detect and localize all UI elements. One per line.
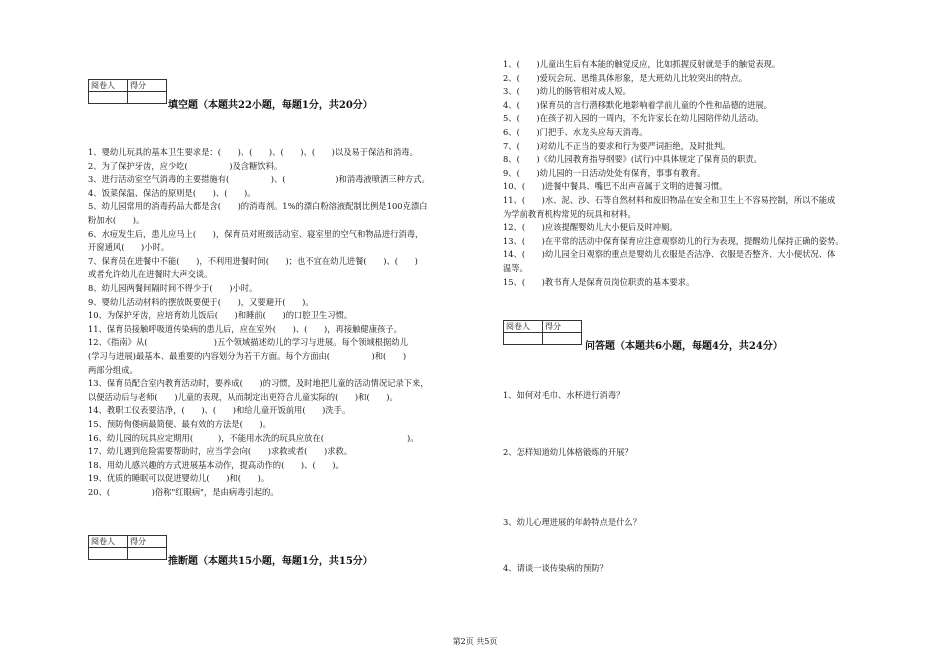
judge-question-line: 15、( )教书育人是保育员岗位职责的基本要求。 [503,276,695,287]
judge-question-line: 14、( )幼儿园全日观察的重点是婴幼儿衣服是否洁净、衣服是否整齐、大小便状况、体 [503,249,836,260]
fill-question-line: 3、进行活动室空气消毒的主要措施有( )、( )和消毒液喷洒三种方式。 [88,174,430,185]
score-box-qa [503,320,582,345]
fill-question-line: 1、婴幼儿玩具的基本卫生要求是：( )、( )、( )、( )以及易于保洁和消毒。 [88,147,418,157]
judge-question-line: 为学前教育机构常见的玩具和材料。 [503,208,636,219]
score-box-judge [88,535,167,560]
fill-question-line: (学习与进展)最基本、最重要的内容划分为若干方面。每个方面由( )和( ) [88,351,407,361]
judge-question-line: 2、( )爱玩会玩、思维具体形象，是大班幼儿比较突出的特点。 [503,72,748,83]
qa-question: 3、幼儿心理进展的年龄特点是什么？ [503,517,642,527]
fill-question-line: 13、保育员配合室内教育活动时，要养成( )的习惯，及时地把儿童的活动情况记录下来， [88,378,429,389]
fill-question-line: 6、水痘发生后，患儿应马上( )，保育员对班级活动室、寝室里的空气和物品进行消毒， [88,228,424,239]
fill-question-line: 16、幼儿园的玩具应定期用( )，不能用水洗的玩具应放在( )。 [88,432,419,443]
reviewer-label: 阅卷人 [504,321,543,333]
fill-question-line: 11、保育员接触呼吸道传染病的患儿后，应在室外( )、( )，再接触健康孩子。 [88,323,402,334]
judge-question-line: 温等。 [503,263,528,273]
judge-question-line: 11、( )水、泥、沙、石等自然材料和废旧物品在安全和卫生上不容易控制，所以不能成 [503,195,836,205]
fill-question-line: 14、教职工仪表要洁净，( )、( )和给儿童开饭前用( )洗手。 [88,405,351,416]
score-cell[interactable] [128,548,167,560]
fill-question-line: 9、婴幼儿活动材料的摆放既要便于( )，又要避开( )。 [88,296,314,307]
fill-question-line: 或者允许幼儿在进餐时大声交谈。 [88,269,213,280]
fill-question-line: 17、幼儿遇到危险需要帮助时，应当学会向( )求救或者( )求救。 [88,446,353,457]
judge-question-line: 10、( )进餐中餐具、嘴巴不出声音属于文明的进餐习惯。 [503,181,728,192]
fill-question-line: 15、预防佝偻病最简便、最有效的方法是( )。 [88,419,271,429]
judge-question-line: 13、( )在平常的活动中保育保育应注意观察幼儿的行为表现，提醒幼儿保持正确的姿势。 [503,235,844,246]
page-footer: 第2页 共5页 [452,637,498,646]
qa-question: 4、请谈一谈传染病的预防？ [503,563,608,573]
judge-question-line: 6、( )门把手、水龙头应每天消毒。 [503,127,648,137]
fill-question-line: 粉加水( )。 [88,215,145,225]
judge-question-line: 7、( )对幼儿不正当的要求和行为要严词拒绝，及时批判。 [503,140,731,151]
score-box-fill [88,79,167,104]
score-cell[interactable] [543,333,582,345]
judge-question-line: 8、( )《幼儿园教育指导纲要》(试行)中具体规定了保育员的职责。 [503,154,762,165]
fill-question-line: 19、优质的睡眠可以促进婴幼儿( )和( )。 [88,473,270,484]
fill-question-line: 10、为保护牙齿，应培育幼儿饭后( )和睡前( )的口腔卫生习惯。 [88,310,353,321]
reviewer-cell[interactable] [504,333,543,345]
judge-question-line: 1、( )儿童出生后有本能的触觉反应，比如抓握反射就是手的触觉表现。 [503,59,781,69]
qa-question: 1、如何对毛巾、水杯进行消毒？ [503,390,625,400]
fill-question-line: 7、保育员在进餐中不能( )，不利用进餐时间( )；也不宜在幼儿进餐( )、( ) [88,255,418,266]
fill-section-title: 填空题（本题共22小题，每题1分，共20分） [168,100,373,111]
score-label: 得分 [128,80,167,92]
fill-question-line: 12、《指南》从( )五个领域描述幼儿的学习与进展。每个领域根据幼儿 [88,337,408,348]
judge-section-title: 推断题（本题共15小题，每题1分，共15分） [168,556,373,567]
reviewer-label: 阅卷人 [89,80,128,92]
qa-question: 2、怎样知道幼儿体格锻炼的开展？ [503,447,633,457]
fill-question-line: 18、用幼儿感兴趣的方式进展基本动作，提高动作的( )、( )。 [88,459,344,470]
fill-question-line: 开窗通风( )小时。 [88,242,170,253]
reviewer-cell[interactable] [89,548,128,560]
score-label: 得分 [543,321,582,333]
score-cell[interactable] [128,92,167,104]
judge-question-line: 9、( )幼儿园的一日活动处处有保育，事事有教育。 [503,167,706,178]
judge-question-line: 12、( )应该提醒婴幼儿大小便后及时冲厕。 [503,222,678,233]
fill-question-line: 两部分组成。 [88,364,138,375]
reviewer-cell[interactable] [89,92,128,104]
fill-question-line: 2、为了保护牙齿，应少吃( )及含糖饮料。 [88,160,283,171]
judge-question-line: 4、( )保育员的言行潜移默化地影响着学前儿童的个性和品德的进展。 [503,99,772,110]
reviewer-label: 阅卷人 [89,536,128,548]
fill-question-line: 20、( )俗称"红眼病"，是由病毒引起的。 [88,487,279,497]
judge-question-line: 5、( )在孩子初入园的一周内，不允许家长在幼儿园陪伴幼儿活动。 [503,113,764,124]
fill-question-line: 5、幼儿园常用的消毒药品大都是含( )的消毒剂。1%的漂白粉溶液配制比例是100克漂白 [88,201,428,212]
qa-section-title: 问答题（本题共6小题，每题4分，共24分） [585,341,783,352]
score-label: 得分 [128,536,167,548]
fill-question-line: 以便活动后与老师( )儿童的表现，从而制定出更符合儿童实际的( )和( )。 [88,391,398,402]
fill-question-line: 8、幼儿园两餐间隔时间不得少于( )小时。 [88,283,258,293]
fill-question-line: 4、饭菜保温、保洁的原则是( )、( )。 [88,187,256,198]
judge-question-line: 3、( )幼儿的肠管相对成人短。 [503,86,631,97]
